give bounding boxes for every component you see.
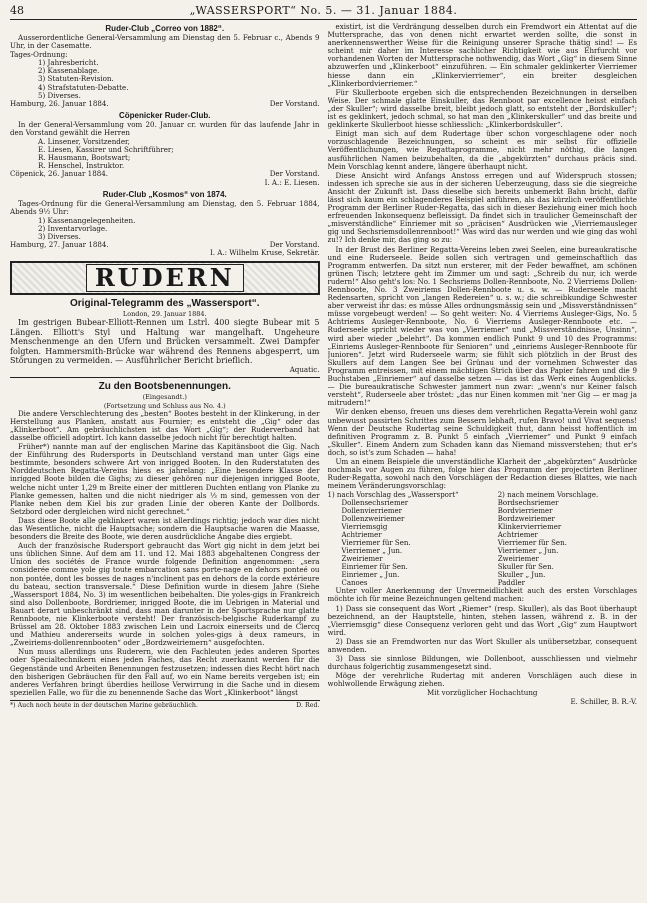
rudern-banner [10, 261, 320, 295]
page-number: 48 [10, 4, 24, 17]
agenda-item: 5) Diverses. [38, 90, 81, 100]
article-paragraph: In der Brust des Berliner Regatta-Vereins leben zwei Seelen, eine bureaukratische und eine Ruderseele. Beide sollen sich vertragen und gemeinschaftlich das Programm entwerfen. Da sitzt nun ersterer, mit der Feder bewaffnet, am schönen grünen Tisch; letztere geht im Zimmer um und sagt: „Schreib du nur, ich werde rudern!“ Also geht's los: No. 1 Sechsriems Dollen-Rennboote, No. 2 Vierriems Dollen-Rennboote, No. 3 Zweiriems Dollen-Rennboote u. s. w. — Ruderseele macht Redensarten, spricht von „langen Redereien“ u. s. w.; die schreibkundige Schwester aber verweist ihr das: es müsse Alles ordnungsmässig sein und „Missverständnissen“ müsse vorgebeugt werden! — So geht weiter: No. 4 Vierriems Ausleger-Gigs, No. 5 Achtriems Ausleger-Rennboote, No. 6 Vierriems Ausleger-Rennboote etc. — Ruderseele spricht wieder was von „Vierriemer“ und „Missverständnisse, Unsinn“, wird aber wieder „belehrt“. Da kommen endlich Punkt 9 und 10 des Programms: „Einriems Ausleger-Rennboote für Senioren“ und „einriems Ausleger-Rennboote für Junioren“. Jetzt wird Ruderseele warm; sie fühlt sich plötzlich in der Brust des Skullers auf dem Langen See bei Grünau und der vornehmen Schwester das Programm entreissen, mit einem mächtigen Strich über das Papier fahren und die 9 Buchstaben „Einriemer“ auf dasselbe setzen — das ist das Werk eines Augenblicks. — Die bureaukratische Schwester jammert nun zwar: „wenn's nur Keiner falsch versteht“, Ruderseele aber tröstet: „das nur Einen kommen mit 'ner Gig — er mag ja mitrudern!“ [327, 244, 637, 408]
article-subtitle-2: (Fortsetzung und Schluss aus No. 4.) [103, 401, 226, 410]
program-entry-proposal: Bordvierriemer [497, 507, 553, 516]
table-row [328, 523, 638, 531]
article-paragraph: existirt, ist die Verdrängung desselben durch ein Fremdwort ein Attentat auf die Muttersprache, das von denen nicht erwartet werden sollte, die sonst in anerkennenswerther Weise für die Reinigung unserer Sprache thätig sind! — Es scheint mir daher im Interesse sachlicher Richtigkeit wie aus Ehrfurcht vor vorhandenen Worten der Muttersprache nothwendig, das Wort „Gig“ in diesem Sinne abzuwerfen und „Klinkerboot“ einzuführen. — Ein schmaler geklinkerter Vierriemer hiesse dann ein „Klinkervierriemer“, ein breiter desgleichen „Klinkerbordvierriemer.“ [327, 23, 637, 88]
correo-intro: Ausserordentliche General-Versammlung am Dienstag den 5. Februar c., Abends 9 Uhr, in der Casematte. [10, 33, 320, 51]
table-head-right: 2) nach meinem Vorschlage. [497, 491, 599, 500]
table-row [328, 571, 638, 579]
coepenick-place-date: Cöpenick, 26. Januar 1884. [10, 169, 108, 179]
coepenick-title: Cöpenicker Ruder-Club. [118, 110, 211, 120]
table-row [328, 563, 638, 571]
closing-paragraph: Möge der verehrliche Rudertag mit anderen Vorschlägen auch diese in wohlwollende Erwägung ziehen. [327, 671, 637, 689]
program-entry-wassersport: Dollenzweiriemer [341, 515, 405, 524]
correo-title: Ruder-Club „Correo von 1882“. [105, 24, 225, 33]
program-entry-wassersport: Vierriemsgig [341, 523, 388, 532]
correo-signature: Der Vorstand. [269, 98, 320, 108]
program-entry-wassersport: Vierriemer für Sen. [341, 539, 411, 548]
table-row [328, 555, 638, 563]
article-subtitle: (Eingesandt.) [142, 393, 187, 402]
coepenick-notice [10, 111, 320, 187]
program-entry-wassersport: Dollenvierriemer [341, 507, 402, 516]
program-entry-proposal: Bordzweiriemer [497, 515, 555, 524]
correo-place-date: Hamburg, 26. Januar 1884. [10, 98, 109, 108]
article-paragraph: Um an einem Beispiele die unverständliche Klarheit der „abgekürzten“ Ausdrücke nochmals vor Augen zu führen, folge hier das Programm der projectirten Berliner Ruder-Regatta, sowohl nach den Vorschlägen der Redaction dieses Blattes, wie nach meinem Veränderungsvorschlag: [327, 456, 637, 491]
kosmos-intro: Tages-Ordnung für die General-Versammlung am Dienstag, den 5. Februar 1884, Abends 9½ Uhr: [10, 198, 320, 216]
program-entry-wassersport: Zweiriemer [341, 555, 383, 564]
telegram-section [10, 298, 320, 374]
article-section [10, 381, 320, 710]
article-paragraph: Dass diese Boote alle geklinkert waren ist allerdings richtig; jedoch war dies nicht das Wesentliche, nicht die Hauptsache; sondern die Hauptsache waren die Maasse, besonders die Breite des Boote, wie deren ausdrückliche Angabe dies ergiebt. [10, 515, 320, 542]
correo-agenda [10, 59, 320, 99]
closing-paragraph: 1) Dass sie consequent das Wort „Riemer“ (resp. Skuller), als das Boot überhaupt bezeichnend, an der Hauptstelle, hinten, stehen lassen, während z. B. in der „Vierriemsgig“ diese Consequenz verloren geht und das Wort „Gig“ zum Hauptwort wird. [327, 603, 637, 637]
closing-body [328, 587, 638, 688]
program-entry-wassersport: Einriemer „ Jun. [341, 571, 400, 580]
agenda-item: 3) Diverses. [38, 231, 81, 241]
article-paragraph: Wir denken ebenso, freuen uns dieses dem verehrlichen Regatta-Verein wohl ganz unbewusst passirten Schrittes zum Bessern lebhaft, rufen Bravo! und Vivat sequens! Wenn der Deutsche Rudertag seine Schuldigkeit thut, dann heisst hoffentlich im definitiven Programm z. B. Punkt 5 einfach „Vierriemer“ und Punkt 9 einfach „Skuller“. Einem Andern zum Schaden kann das Niemand missverstehen; thut er's doch, so ist's zum Schaden — haha! [327, 407, 637, 457]
agenda-item: 4) Strafstatuten-Debatte. [38, 82, 129, 92]
article-paragraph: Auch der französische Rudersport gebraucht das Wort gig nicht in dem jetzt bei uns üblichen Sinne. Auf dem am 11. und 12. Mai 1883 abgehaltenen Congress der Union des sociétés de France wurde folgende Definition angenommen: „sera considerée comme yole gig toute embarcation sans porte-nage en dehors ponteé ou non pontée, dont les bosses de nages n'inclinent pas en dehors de la corde extérieure du bateau, section transversale.“ Diese Definition wurde in diesem Jahre (Siehe „Wassersport 1884, No. 3) im wesentlichen beibehalten. Die yoles-gigs in Frankreich sind also Dollenboote, Bordriemer, inrigged Boote, die im Uebrigen in Material und Bauart derart unbeschränkt sind, dass man darunter in der Sportsprache nur glatte Rennboote, nie Klinkerboote versteht! Der französisch-belgische Ruderkampf zu Brüssel am 28. Oktober 1883 zwischen Lein und Lacroix einerseits und de Clercq und Mathieu andererseits wurde in solchen yoles-gigs à deux rameurs, in „Zweiriems-dollenrennbooten“ oder „Bordzweiriemern“ ausgefochten. [10, 541, 320, 648]
section-divider [10, 377, 320, 378]
program-entry-proposal: Skuller für Sen. [497, 563, 554, 572]
telegram-signature: Aquatic. [289, 365, 320, 375]
program-entry-proposal: Vierriemer für Sen. [497, 539, 567, 548]
correo-agenda-label: Tages-Ordnung: [10, 50, 68, 60]
telegram-body: Im gestrigen Bubear-Elliott-Rennen um Lstrl. 400 siegte Bubear mit 5 Längen. Elliott's Styl und Haltung war mangelhaft. Ungeheure Menschenmenge an den Ufern und Brücken versammelt. Zwei Dampfer folgten. Hammersmith-Brücke war während des Rennens abgesperrt, um Störungen zu vermeiden. — Ausführlicher Bericht brieflich. [10, 318, 320, 365]
board-member: R. Henschel, Instruktor. [38, 161, 125, 171]
article-title: Zu den Bootsbenennungen. [98, 381, 231, 393]
closing-paragraph: 3) Dass sie sinnlose Bildungen, wie Dollenboot, ausschliessen und vielmehr durchaus folgerichtig zusammengesetzt sind. [327, 654, 637, 672]
page-header [10, 4, 637, 20]
rudern-banner-text: RUDERN [86, 264, 244, 292]
telegram-title: Original-Telegramm des „Wassersport“. [70, 298, 260, 310]
coepenick-intro: In der General-Versammlung vom 20. Januar cr. wurden für das laufende Jahr in den Vorstand gewählt die Herren [10, 119, 320, 137]
program-entry-proposal: Skuller „ Jun. [497, 571, 546, 580]
program-entry-proposal: Achtriemer [497, 531, 538, 540]
kosmos-title: Ruder-Club „Kosmos“ von 1874. [102, 189, 227, 199]
article-body [10, 410, 320, 697]
agenda-item: 1) Kassenangelegenheiten. [38, 215, 136, 225]
program-entry-proposal: Bordsechsriemer [497, 499, 559, 508]
footnote [10, 700, 320, 710]
correo-notice [10, 24, 320, 108]
kosmos-signature: Der Vorstand. [269, 240, 320, 250]
telegram-dateline: London, 29. Januar 1884. [122, 310, 207, 319]
program-entry-wassersport: Achtriemer [341, 531, 382, 540]
footnote-text: *) Auch noch heute in der deutschen Marine gebräuchlich. [10, 701, 198, 709]
kosmos-agenda [10, 217, 320, 241]
article-paragraph: Die andere Verschlechterung des „besten“ Bootes besteht in der Klinkerung, in der Herstellung aus Planken, anstatt aus Fournier; es entsteht die „Gig“ oder das „Klinkerboot“. Am gebräuchlichsten ist das Wort „Gig“; der Ruderverband hat dasselbe officiell adoptirt. Ich kann dasselbe jedoch nicht für berechtigt halten. [10, 408, 320, 442]
agenda-item: 2) Inventarvorlage. [38, 223, 108, 233]
board-member: E. Liesen, Kassirer und Schriftführer; [38, 145, 174, 155]
program-table [328, 491, 638, 587]
agenda-item: 1) Jahresbericht. [38, 58, 99, 68]
left-column [10, 23, 320, 903]
closing-paragraph: 2) Dass sie an Fremdworten nur das Wort Skuller als unübersetzbar, consequent anwenden. [327, 636, 637, 654]
closing-paragraph: Unter voller Anerkennung der Unvermeidlichkeit auch des ersten Vorschlages möchte ich für meine Bezeichnungen geltend machen: [327, 586, 637, 604]
article-paragraph: Früher*) nannte man auf der englischen Marine das Kapitänsboot die Gig. Nach der Einführung des Rudersports in Deutschland verstand man unter Gigs eine bestimmte, besonders schwere Art von inrigged Booten. In den Ruderstatuten des Norddeutschen Regatta-Vereins hiess es jahrelang: „Eine besondere Klasse der inrigged Boote bilden die Gighs; zu dieser gehören nur diejenigen inrigged Boote, welche nicht unter 1,29 m Breite einer der mittleren Duchten entlang von Planke zu Planke gemessen, halten und die nicht niedriger als ⅓ m sind, gemessen von der Planke neben dem Kiel bis zur graden Linie der oberen Kante der Dollbords. Setzbord oder dergleichen wird nicht gerechnet.“ [10, 442, 320, 516]
table-row [328, 499, 638, 507]
table-row [328, 507, 638, 515]
author: E. Schiller, B. R.-V. [570, 696, 637, 706]
table-row [328, 547, 638, 555]
agenda-item: 3) Statuten-Revision. [38, 74, 114, 84]
program-entry-wassersport: Canoes [341, 579, 368, 588]
program-entry-proposal: Klinkervierriemer [497, 523, 562, 532]
program-entry-proposal: Vierriemer „ Jun. [497, 547, 559, 556]
table-row [328, 515, 638, 523]
program-entry-proposal: Zweiriemer [497, 555, 539, 564]
program-entry-wassersport: Vierriemer „ Jun. [341, 547, 403, 556]
running-title: „WASSERSPORT“ No. 5. — 31. Januar 1884. [189, 4, 458, 17]
coepenick-signature-2: I. A.: E. Liesen. [264, 177, 320, 187]
correo-signature-line [10, 100, 320, 108]
table-head-left: 1) nach Vorschlag des „Wassersport“ [327, 491, 459, 500]
article-paragraph: Nun muss allerdings uns Ruderern, wie den Fachleuten jedes anderen Sportes oder Specialtechnikern eines jeden Faches, das Recht zuerkannt werden für die Gegenstände und Arbeiten Benennungen festzusetzen; indessen dies Recht hört nach den bisherigen Gebräuchen für den Fall auf, wo ein Name bereits vergeben ist; ein anderes Verfahren bringt überdies heillose Verwirrung in die Sache und in diesem speziellen Falle, wo für die zu benennende Sache das Wort „Klinkerboot“ längst [10, 647, 320, 697]
article-paragraph: Einigt man sich auf dem Rudertage über schon vorgeschlagene oder noch vorzuschlagende Bezeichnungen, so scheint es mir selbst für offizielle Veröffentlichungen, wie Regattaprogramme, nicht mehr nöthig, die langen ausführlichen Namen beizubehalten, da die „abgekürzten“ durchaus präcis sind. Mein Vorschlag kennt andere, längere überhaupt nicht. [327, 129, 637, 171]
board-member: A. Linsener, Vorsitzender, [38, 137, 130, 147]
table-header-row [328, 491, 638, 499]
table-row [328, 531, 638, 539]
coepenick-members [10, 138, 320, 170]
closing-line: Mit vorzüglicher Hochachtung [427, 688, 538, 698]
program-entry-proposal: Paddler [497, 579, 525, 588]
table-row [328, 539, 638, 547]
program-entry-wassersport: Dollensechsriemer [341, 499, 409, 508]
footnote-signature: D. Red. [296, 701, 320, 709]
coepenick-signature: Der Vorstand. [269, 169, 320, 179]
program-rows [328, 499, 638, 587]
agenda-item: 2) Kassenablage. [38, 66, 100, 76]
board-member: R. Hausmann, Bootswart; [38, 153, 131, 163]
kosmos-signature-2: I. A.: Wilhelm Kruse, Sekretär. [209, 248, 320, 258]
article-paragraph: Diese Ansicht wird Anfangs Anstoss erregen und auf Widerspruch stossen; indessen ich spreche sie aus in der sicheren Ueberzeugung, dass sie die siegreiche Ansicht der Zukunft ist. Dass dieselbe sich bereits unbemerkt Bahn bricht, dafür lässt sich kaum ein schlagenderes Beispiel anführen, als das kürzlich veröffentlichte Programm der Berliner Ruder-Regatta, das sich in dieser Beziehung einer mich hoch erfreuenden Inkonsequenz befleissigt. Da findet sich in traulicher Gemeinschaft der „misverständliche“ Einriemer mit so „präcisen“ Ausdrücken wie „Vierriemausleger gig und Sechsriemsdollenrennboot!“ Was wird das nur werden und wie ging das wohl zu!? Ich denke mir, das ging so zu: [327, 170, 637, 245]
kosmos-place-date: Hamburg, 27. Januar 1884. [10, 240, 109, 250]
article-paragraph: Für Skullerboote ergeben sich die entsprechenden Bezeichnungen in derselben Weise. Der schmale glatte Einskuller, das Rennboot par excellence heisst einfach „der Skuller“; wird dasselbe breit, bleibt jedoch glatt, so entsteht der „Bordskuller“; ist es geklinkert, jedoch schmal, so hat man den „Klinkerskuller“ und das breite und geklinkerte Skullerboot hiesse schliesslich: „Klinkerbordskuller“. [327, 87, 637, 130]
program-entry-wassersport: Einriemer für Sen. [341, 563, 408, 572]
right-body [328, 23, 638, 490]
kosmos-notice [10, 190, 320, 258]
right-column [328, 23, 638, 903]
